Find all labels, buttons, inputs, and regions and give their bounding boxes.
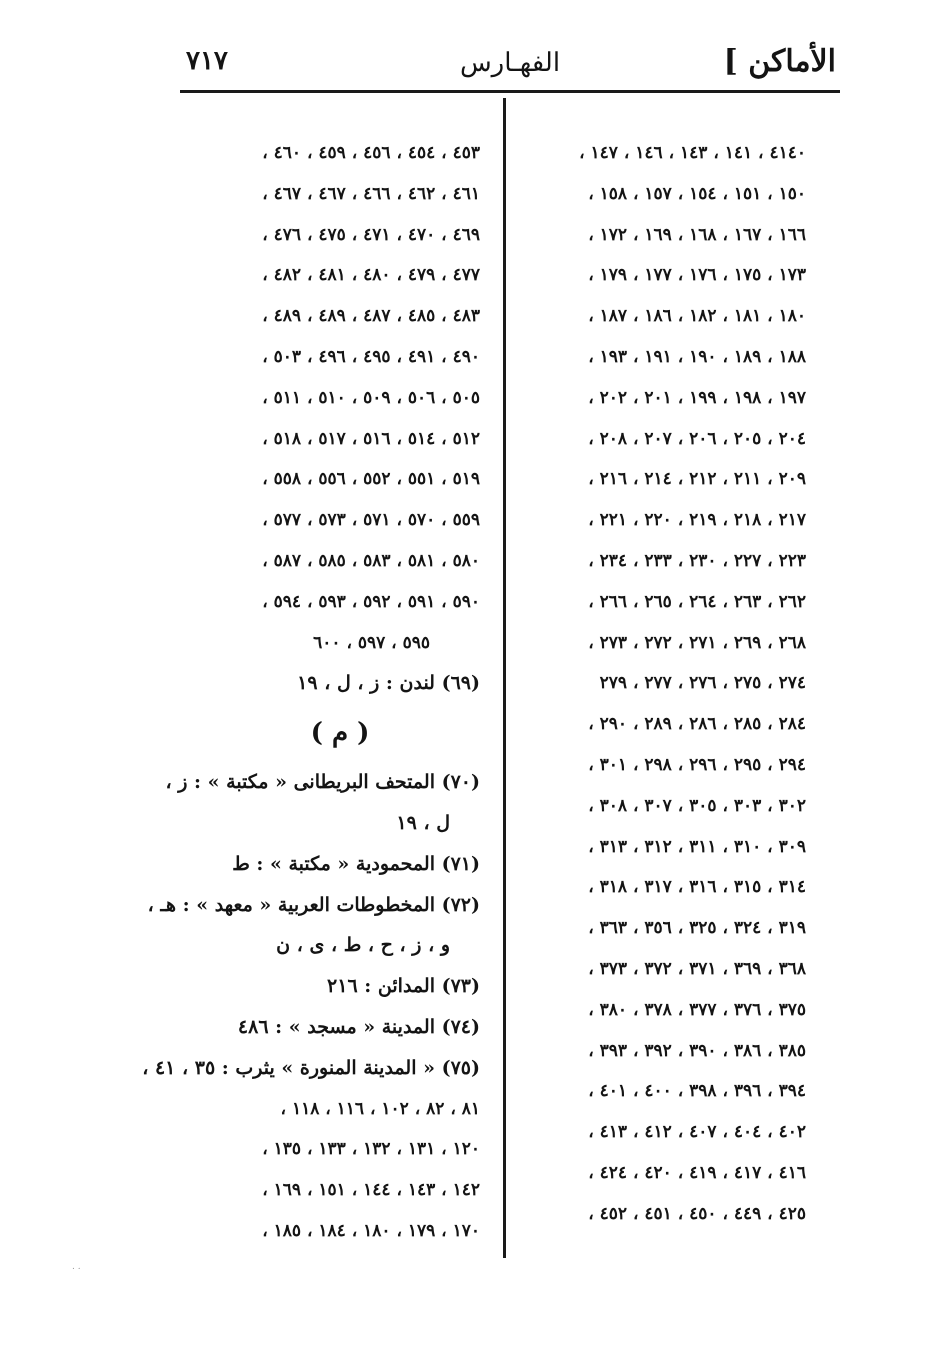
index-line: ٨١ ، ٨٢ ، ١٠٢ ، ١١٦ ، ١١٨ ، [280, 1098, 480, 1119]
index-line: ٥٥٩ ، ٥٧٠ ، ٥٧١ ، ٥٧٣ ، ٥٧٧ ، [262, 510, 480, 531]
index-line: ١٩٧ ، ١٩٨ ، ١٩٩ ، ٢٠١ ، ٢٠٢ ، [588, 387, 806, 408]
index-line: ٢٩٤ ، ٢٩٥ ، ٢٩٦ ، ٢٩٨ ، ٣٠١ ، [588, 754, 806, 775]
left-column [142, 133, 480, 1252]
index-line: ٣٠٩ ، ٣١٠ ، ٣١١ ، ٣١٢ ، ٣١٣ ، [588, 836, 806, 857]
index-line: ٣١٩ ، ٣٢٤ ، ٣٢٥ ، ٣٥٦ ، ٣٦٣ ، [588, 918, 806, 939]
index-entry: (٧٠) المتحف البريطانى « مكتبة » : ز ، [165, 771, 480, 794]
index-entry: (٧٣) المدائن : ٢١٦ [327, 975, 480, 998]
page-number: ٧١٧ [186, 46, 228, 76]
index-line: ٤٢٥ ، ٤٤٩ ، ٤٥٠ ، ٤٥١ ، ٤٥٢ ، [588, 1203, 806, 1224]
index-line: ٢١٧ ، ٢١٨ ، ٢١٩ ، ٢٢٠ ، ٢٢١ ، [588, 510, 806, 531]
index-entry: (٧١) المحمودية « مكتبة » : ط [232, 852, 480, 875]
index-entry-continuation: ل ، ١٩ [396, 811, 450, 834]
header-rule [180, 90, 840, 93]
running-head-section: الأماكن ] [723, 44, 836, 79]
index-line: ١٦٦ ، ١٦٧ ، ١٦٨ ، ١٦٩ ، ١٧٢ ، [588, 224, 806, 245]
index-line: ٥٩٠ ، ٥٩١ ، ٥٩٢ ، ٥٩٣ ، ٥٩٤ ، [262, 591, 480, 612]
index-line: ٢٦٨ ، ٢٦٩ ، ٢٧١ ، ٢٧٢ ، ٢٧٣ ، [588, 632, 806, 653]
index-line: ٤٩٠ ، ٤٩١ ، ٤٩٥ ، ٤٩٦ ، ٥٠٣ ، [262, 346, 480, 367]
index-line: ٢٧٤ ، ٢٧٥ ، ٢٧٦ ، ٢٧٧ ، ٢٧٩ [599, 673, 806, 694]
index-entry-continuation: و ، ز ، ح ، ط ، ى ، ن [276, 934, 450, 957]
index-line: ٢٦٢ ، ٢٦٣ ، ٢٦٤ ، ٢٦٥ ، ٢٦٦ ، [588, 591, 806, 612]
index-line: ٣٦٨ ، ٣٦٩ ، ٣٧١ ، ٣٧٢ ، ٣٧٣ ، [588, 958, 806, 979]
index-line: ٥١٩ ، ٥٥١ ، ٥٥٢ ، ٥٥٦ ، ٥٥٨ ، [262, 469, 480, 490]
index-line: ٤١٦ ، ٤١٧ ، ٤١٩ ، ٤٢٠ ، ٤٢٤ ، [588, 1162, 806, 1183]
index-entry: (٦٩) لندن : ز ، ل ، ١٩ [297, 672, 480, 695]
index-line: ٥٠٥ ، ٥٠٦ ، ٥٠٩ ، ٥١٠ ، ٥١١ ، [262, 387, 480, 408]
index-line: ٣٨٥ ، ٣٨٦ ، ٣٩٠ ، ٣٩٢ ، ٣٩٣ ، [588, 1040, 806, 1061]
index-line: ٣٧٥ ، ٣٧٦ ، ٣٧٧ ، ٣٧٨ ، ٣٨٠ ، [588, 999, 806, 1020]
index-line: ٥٨٠ ، ٥٨١ ، ٥٨٣ ، ٥٨٥ ، ٥٨٧ ، [262, 550, 480, 571]
index-line: ١٥٠ ، ١٥١ ، ١٥٤ ، ١٥٧ ، ١٥٨ ، [588, 183, 806, 204]
index-line: ٥١٢ ، ٥١٤ ، ٥١٦ ، ٥١٧ ، ٥١٨ ، [262, 428, 480, 449]
index-line: ٤٧٧ ، ٤٧٩ ، ٤٨٠ ، ٤٨١ ، ٤٨٢ ، [262, 265, 480, 286]
index-line: ١٨٠ ، ١٨١ ، ١٨٢ ، ١٨٦ ، ١٨٧ ، [588, 306, 806, 327]
index-line: ٣٩٤ ، ٣٩٦ ، ٣٩٨ ، ٤٠٠ ، ٤٠١ ، [588, 1081, 806, 1102]
index-line: ٢٢٣ ، ٢٢٧ ، ٢٣٠ ، ٢٣٣ ، ٢٣٤ ، [588, 550, 806, 571]
index-line: ١٧٠ ، ١٧٩ ، ١٨٠ ، ١٨٤ ، ١٨٥ ، [262, 1220, 480, 1241]
index-line: ٤٦١ ، ٤٦٢ ، ٤٦٦ ، ٤٦٧ ، ٤٦٧ ، [262, 183, 480, 204]
running-head-title: الفهـارس [459, 48, 561, 78]
index-line: ١٨٨ ، ١٨٩ ، ١٩٠ ، ١٩١ ، ١٩٣ ، [588, 346, 806, 367]
right-column [516, 133, 806, 1235]
index-line: ١٢٠ ، ١٣١ ، ١٣٢ ، ١٣٣ ، ١٣٥ ، [262, 1139, 480, 1160]
index-line: ١٤٢ ، ١٤٣ ، ١٤٤ ، ١٥١ ، ١٦٩ ، [262, 1180, 480, 1201]
scan-mark: . . [72, 1262, 81, 1272]
column-divider [503, 98, 506, 1258]
index-line: ٣٠٢ ، ٣٠٣ ، ٣٠٥ ، ٣٠٧ ، ٣٠٨ ، [588, 795, 806, 816]
index-entry: (٧٥) « المدينة المنورة » يثرب : ٣٥ ، ٤١ ، [142, 1056, 480, 1079]
index-line: ٤٨٣ ، ٤٨٥ ، ٤٨٧ ، ٤٨٩ ، ٤٨٩ ، [262, 306, 480, 327]
index-line: ٢٨٤ ، ٢٨٥ ، ٢٨٦ ، ٢٨٩ ، ٢٩٠ ، [588, 714, 806, 735]
index-line: ٢٠٤ ، ٢٠٥ ، ٢٠٦ ، ٢٠٧ ، ٢٠٨ ، [588, 428, 806, 449]
index-line: ٣١٤ ، ٣١٥ ، ٣١٦ ، ٣١٧ ، ٣١٨ ، [588, 877, 806, 898]
index-line: ٢٠٩ ، ٢١١ ، ٢١٢ ، ٢١٤ ، ٢١٦ ، [588, 469, 806, 490]
index-line: ٤١٤٠ ، ١٤١ ، ١٤٣ ، ١٤٦ ، ١٤٧ ، [579, 143, 806, 163]
index-line: ٥٩٥ ، ٥٩٧ ، ٦٠٠ [313, 632, 430, 653]
index-entry: (٧٢) المخطوطات العربية « معهد » : هـ ، [147, 893, 480, 916]
index-line: ٤٦٩ ، ٤٧٠ ، ٤٧١ ، ٤٧٥ ، ٤٧٦ ، [262, 224, 480, 245]
index-line: ١٧٣ ، ١٧٥ ، ١٧٦ ، ١٧٧ ، ١٧٩ ، [588, 265, 806, 286]
index-line: ٤٥٣ ، ٤٥٤ ، ٤٥٦ ، ٤٥٩ ، ٤٦٠ ، [262, 143, 480, 163]
index-line: ٤٠٢ ، ٤٠٤ ، ٤٠٧ ، ٤١٢ ، ٤١٣ ، [588, 1122, 806, 1143]
index-entry: (٧٤) المدينة « مسجد » : ٤٨٦ [237, 1015, 480, 1038]
letter-heading: ( م ) [310, 718, 370, 749]
